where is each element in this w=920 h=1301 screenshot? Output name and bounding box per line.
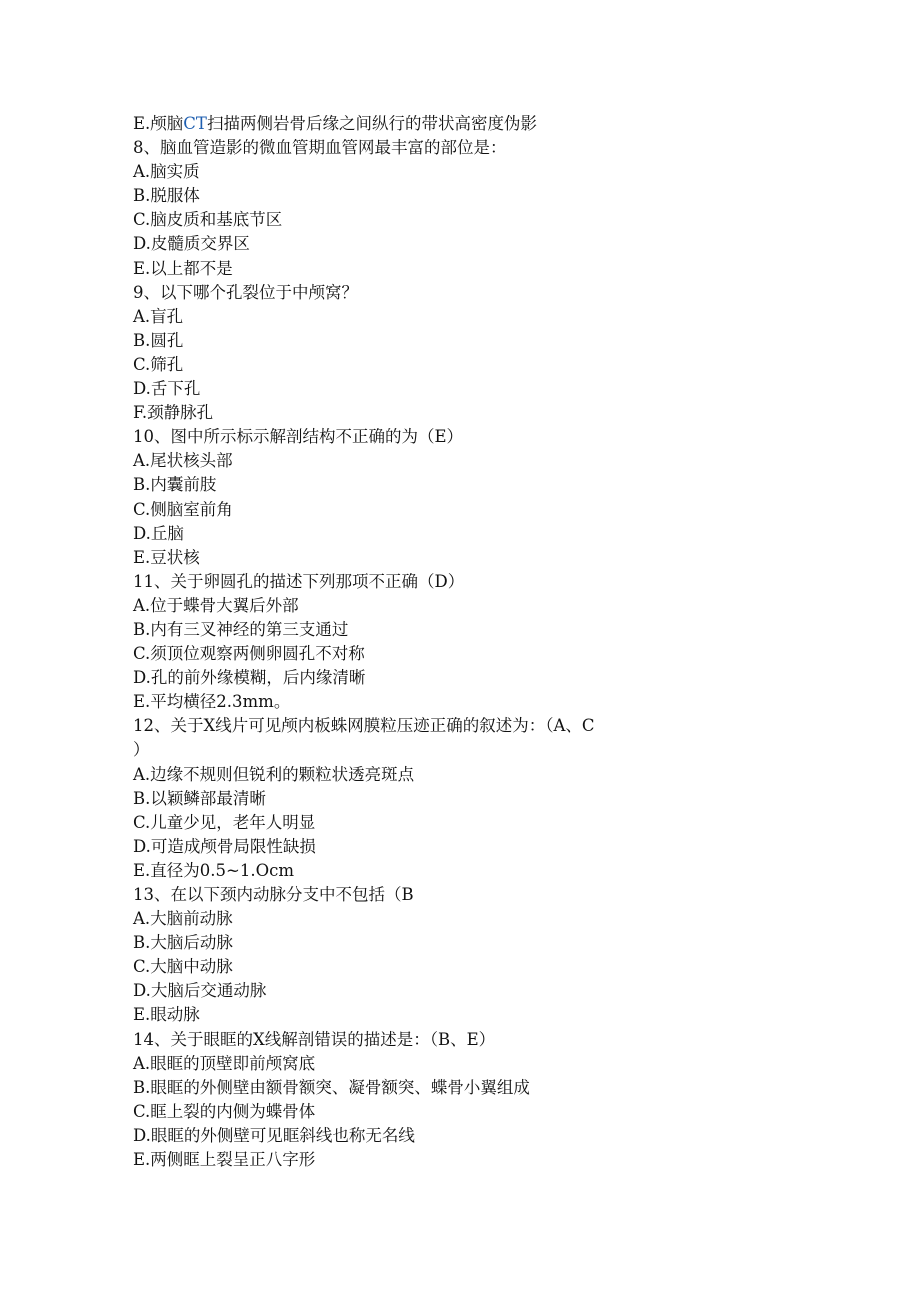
option-line: B.内有三叉神经的第三支通过 [133, 619, 349, 639]
option-line: E.两侧眶上裂呈正八字形 [133, 1150, 316, 1170]
option-line: C.儿童少见，老年人明显 [133, 812, 316, 832]
option-line: F.颈静脉孔 [133, 403, 214, 423]
document-page [133, 112, 693, 1172]
option-line: C.大脑中动脉 [133, 957, 233, 977]
option-line: A.位于蝶骨大翼后外部 [133, 595, 299, 615]
option-line: B.圆孔 [133, 330, 184, 350]
question-stem: 8、脑血管造影的微血管期血管网最丰富的部位是： [133, 138, 507, 158]
question-stem-continuation: ） [133, 740, 150, 760]
option-line: A.边缘不规则但锐利的颗粒状透亮斑点 [133, 764, 415, 784]
question-stem: 9、以下哪个孔裂位于中颅窝？ [133, 282, 358, 302]
question-option-line [133, 112, 693, 136]
option-line: C.侧脑室前角 [133, 499, 233, 519]
option-line: A.大脑前动脉 [133, 909, 233, 929]
option-line: B.内囊前肢 [133, 475, 217, 495]
option-line: B.以颖鳞部最清晰 [133, 788, 266, 808]
option-line: C.脑皮质和基底节区 [133, 210, 283, 230]
option-prefix: E.颅脑 [133, 114, 184, 133]
option-line: C.筛孔 [133, 354, 184, 374]
option-line: E.以上都不是 [133, 258, 233, 278]
option-line: A.眼眶的顶壁即前颅窝底 [133, 1053, 316, 1073]
option-line: D.丘脑 [133, 523, 184, 543]
option-line: E.豆状核 [133, 547, 200, 567]
question-stem: 12、关于X线片可见颅内板蛛网膜粒压迹正确的叙述为：（A、C [133, 716, 595, 736]
option-line: D.眼眶的外侧壁可见眶斜线也称无名线 [133, 1125, 415, 1145]
option-line: D.舌下孔 [133, 379, 201, 399]
question-stem: 14、关于眼眶的X线解剖错误的描述是：（B、E） [133, 1029, 496, 1049]
option-line: C.眶上裂的内侧为蝶骨体 [133, 1101, 316, 1121]
question-stem: 11、关于卵圆孔的描述下列那项不正确（D） [133, 571, 465, 591]
option-line: D.皮髓质交界区 [133, 234, 250, 254]
option-line: B.脱服体 [133, 186, 200, 206]
option-line: B.眼眶的外侧壁由额骨额突、凝骨额突、蝶骨小翼组成 [133, 1077, 530, 1097]
option-suffix: 扫描两侧岩骨后缘之间纵行的带状高密度伪影 [206, 114, 537, 133]
ct-term: CT [183, 114, 207, 133]
option-line: D.孔的前外缘模糊，后内缘清晰 [133, 668, 366, 688]
option-line: C.须顶位观察两侧卵圆孔不对称 [133, 644, 365, 664]
option-line: E.直径为0.5~1.Ocm [133, 860, 295, 880]
option-line: A.盲孔 [133, 306, 184, 326]
option-line: D.可造成颅骨局限性缺损 [133, 836, 316, 856]
option-line: A.尾状核头部 [133, 451, 233, 471]
option-line: A.脑实质 [133, 162, 200, 182]
option-line: E.平均横径2.3mm。 [133, 692, 291, 712]
option-line: E.眼动脉 [133, 1005, 200, 1025]
option-line: D.大脑后交通动脉 [133, 981, 267, 1001]
option-line: B.大脑后动脉 [133, 933, 233, 953]
question-stem: 10、图中所示标示解剖结构不正确的为（E） [133, 427, 464, 447]
question-stem: 13、在以下颈内动脉分支中不包括（B [133, 885, 414, 904]
